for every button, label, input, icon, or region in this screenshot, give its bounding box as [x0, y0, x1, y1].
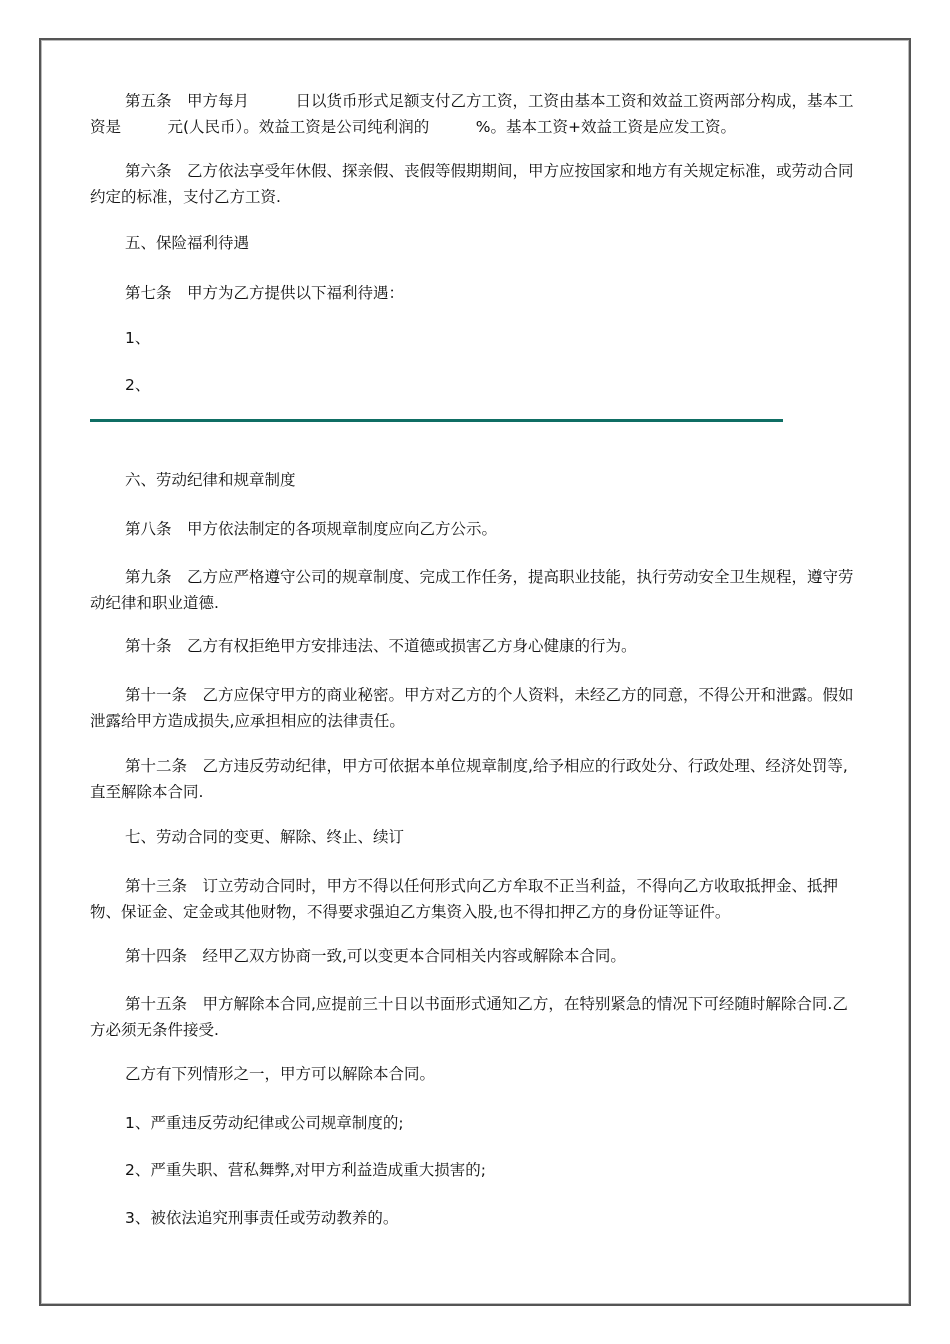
benefit-item-1: 1、 [125, 329, 151, 347]
article-15: 第十五条 甲方解除本合同,应提前三十日以书面形式通知乙方，在特别紧急的情况下可经随时解除合同.乙方必须无条件接受. [90, 995, 848, 1039]
article-5: 第五条 甲方每月 日以货币形式足额支付乙方工资，工资由基本工资和效益工资两部分构成，基本工资是 元(人民币）。效益工资是公司纯利润的 %。基本工资+效益工资是应发工资。 [90, 92, 854, 136]
section-divider [90, 419, 783, 422]
section-6-heading: 六、劳动纪律和规章制度 [125, 471, 296, 489]
article-6: 第六条 乙方依法享受年休假、探亲假、丧假等假期期间，甲方应按国家和地方有关规定标准，或劳动合同约定的标准，支付乙方工资. [90, 162, 854, 206]
section-7-heading: 七、劳动合同的变更、解除、终止、续订 [125, 828, 405, 846]
section-5-heading: 五、保险福利待遇 [125, 234, 250, 252]
article-11: 第十一条 乙方应保守甲方的商业秘密。甲方对乙方的个人资料，未经乙方的同意，不得公开和泄露。假如泄露给甲方造成损失,应承担相应的法律责任。 [90, 686, 854, 730]
benefit-item-2: 2、 [125, 376, 151, 394]
condition-item-3: 3、被依法追究刑事责任或劳动教养的。 [125, 1209, 399, 1227]
article-10: 第十条 乙方有权拒绝甲方安排违法、不道德或损害乙方身心健康的行为。 [125, 637, 637, 655]
termination-conditions: 乙方有下列情形之一，甲方可以解除本合同。 [125, 1065, 436, 1083]
condition-item-2: 2、严重失职、营私舞弊,对甲方利益造成重大损害的; [125, 1161, 487, 1179]
article-14: 第十四条 经甲乙双方协商一致,可以变更本合同相关内容或解除本合同。 [125, 947, 626, 965]
article-9: 第九条 乙方应严格遵守公司的规章制度、完成工作任务，提高职业技能，执行劳动安全卫生规程，遵守劳动纪律和职业道德. [90, 568, 854, 612]
article-13: 第十三条 订立劳动合同时，甲方不得以任何形式向乙方牟取不正当利益，不得向乙方收取抵押金、抵押物、保证金、定金或其他财物，不得要求强迫乙方集资入股,也不得扣押乙方的身份证等证件。 [90, 877, 839, 921]
condition-item-1: 1、严重违反劳动纪律或公司规章制度的; [125, 1114, 404, 1132]
article-7: 第七条 甲方为乙方提供以下福利待遇： [125, 284, 405, 302]
article-12: 第十二条 乙方违反劳动纪律，甲方可依据本单位规章制度,给予相应的行政处分、行政处理、经济处罚等,直至解除本合同. [90, 757, 848, 801]
article-8: 第八条 甲方依法制定的各项规章制度应向乙方公示。 [125, 520, 498, 538]
